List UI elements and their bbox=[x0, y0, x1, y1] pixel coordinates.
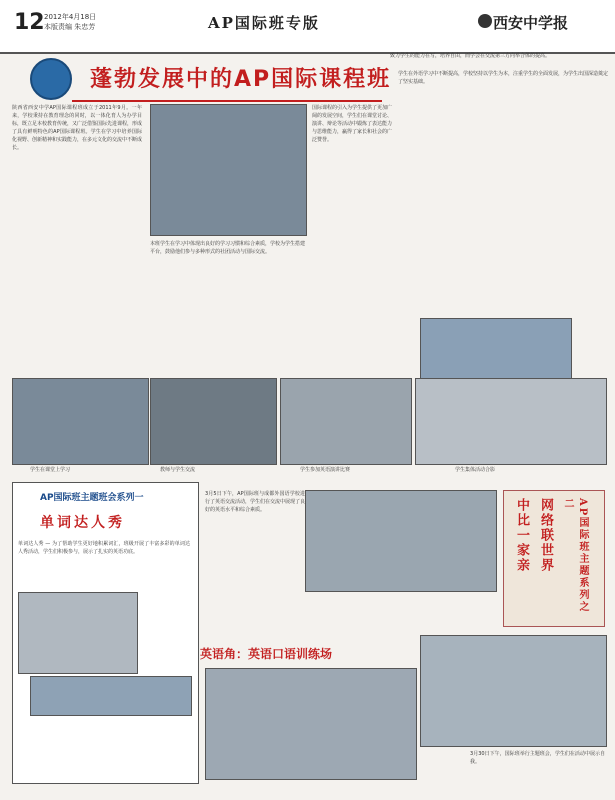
english-corner-title: 英语角：英语口语训练场 bbox=[200, 647, 333, 661]
headline-rule bbox=[72, 100, 382, 102]
article-column-3: 国际课程的引入为学生提供了更加广阔的发展空间，学生们在课堂讨论、演讲、辩论等活动中锻炼了表达能力与思维能力，赢得了家长和社会的广泛赞誉。 bbox=[312, 105, 392, 143]
photo-2 bbox=[150, 378, 277, 465]
issue-date: 2012年4月18日 bbox=[44, 13, 97, 21]
editor-line: 本版责编 朱忠芳 bbox=[44, 23, 96, 31]
english-corner-photo bbox=[205, 668, 417, 780]
photo-3 bbox=[280, 378, 412, 465]
caption-4: 学生集体活动合影 bbox=[455, 467, 496, 473]
article-column-2: 本班学生在学习中体现出良好的学习习惯和综合素质，学校为学生搭建平台，鼓励他们参与多种形式的社团活动与国际交流。 bbox=[150, 241, 305, 255]
caption-1: 学生在课堂上学习 bbox=[30, 467, 71, 473]
vertical-series-title: AP国际班主题系列之二 bbox=[562, 498, 588, 614]
word-show-photo-1 bbox=[18, 592, 138, 674]
ap-emblem-icon bbox=[30, 58, 72, 100]
vertical-title-family: 中比一家亲 bbox=[514, 498, 529, 573]
section-title: AP国际班专版 bbox=[208, 14, 320, 32]
caption-2: 教师与学生交流 bbox=[160, 467, 196, 473]
exchange-text: 3月5日下午，AP国际班与成都外国语学校进行了英语交流活动，学生们在交流中展现了良好的英语水平和综合素质。 bbox=[205, 491, 305, 513]
caption-3: 学生参加英语演讲比赛 bbox=[300, 467, 351, 473]
issue-meta bbox=[44, 12, 96, 32]
word-show-photo-2 bbox=[30, 676, 192, 716]
intro-text: 致力学生的能力在写，培养自由，而学会在交流第三方向举合体的提高。 bbox=[390, 53, 551, 59]
school-logo-icon bbox=[478, 14, 492, 28]
vertical-title-world: 网络联世界 bbox=[538, 498, 553, 573]
word-show-title: 单词达人秀 bbox=[40, 515, 125, 531]
series-banner: AP国际班主题班会系列一 bbox=[40, 493, 144, 503]
page-number: 12 bbox=[14, 10, 45, 35]
bottom-right-caption: 3月30日下午，国际班举行主题班会，学生们在活动中展示自我。 bbox=[470, 751, 605, 765]
word-show-text: 单词达人秀 — 为了帮助学生更好地积累词汇，班级开展了丰富多彩的单词达人秀活动，学生们积极参与，展示了扎实的英语功底。 bbox=[18, 541, 190, 555]
group-photo bbox=[150, 104, 307, 236]
student-portrait-photo bbox=[420, 635, 607, 747]
photo-1 bbox=[12, 378, 149, 465]
article-column-1: 陕西省西安中学AP国际课程班成立于2011年9月。一年来，学校秉持在教育理念的同时，以一体化育人为办学目标，既立足本校教育传统，又广泛借鉴国际先进课程，形成了具有鲜明特色的AP国际课程班。学生在学习中培养国际化视野、创新精神和实践能力，在多元文化的交流中不断成长。 bbox=[12, 105, 142, 151]
photo-4 bbox=[415, 378, 607, 465]
brand-name: 西安中学报 bbox=[493, 14, 569, 32]
exchange-photo bbox=[305, 490, 497, 592]
article-column-4: 学生在外语学习中不断提高，学校坚持以学生为本，注重学生的全面发展，为学生出国深造奠定了坚实基础。 bbox=[398, 71, 608, 85]
headline: 蓬勃发展中的AP国际课程班 bbox=[90, 67, 392, 92]
